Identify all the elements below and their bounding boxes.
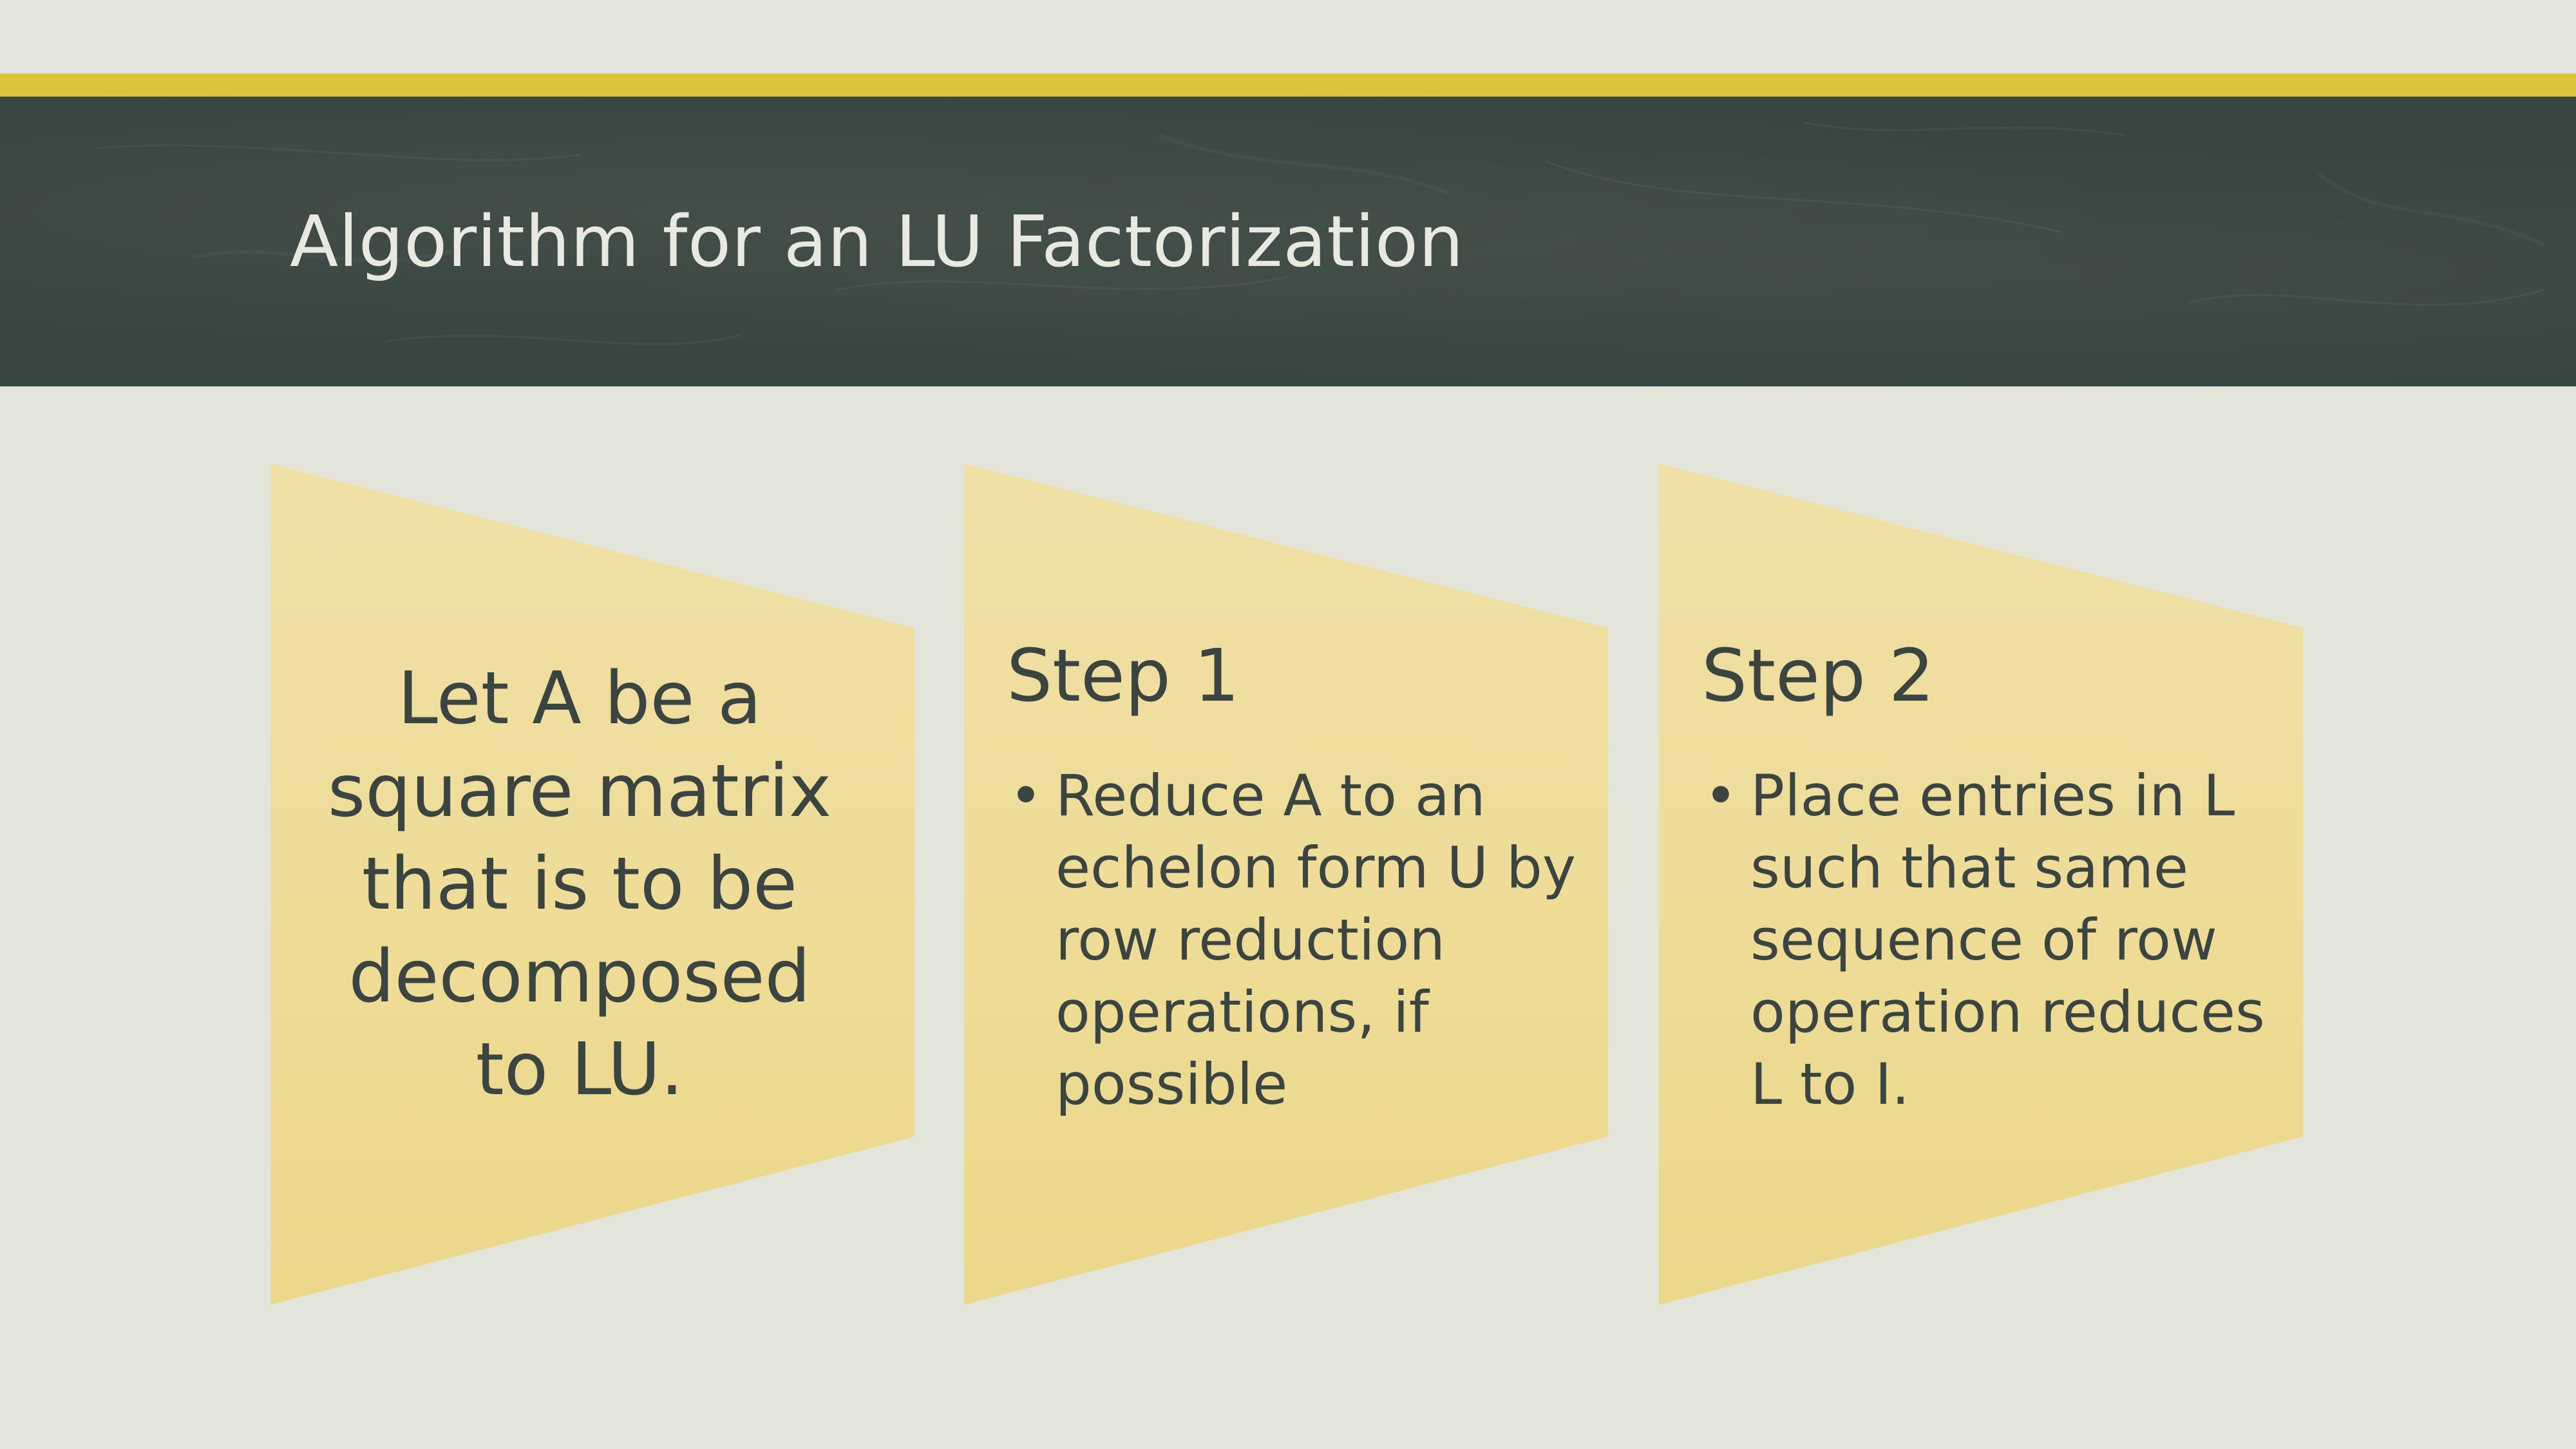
bullet-dot-icon: •	[1009, 762, 1043, 829]
list-item	[1007, 760, 1586, 1121]
step-2-heading: Step 2	[1701, 634, 1935, 718]
panel-step-2	[1659, 464, 2303, 1305]
list-item	[1701, 760, 2281, 1121]
bullet-text: Reduce A to an echelon form U by row reduction operations, if possible	[1056, 762, 1576, 1117]
slide-title: Algorithm for an LU Factorization	[290, 200, 1464, 283]
step-1-bullets	[1007, 760, 1586, 1121]
panel-intro	[270, 464, 914, 1305]
bullet-text: Place entries in L such that same sequence of row operation reduces L to I.	[1750, 762, 2265, 1117]
accent-bar	[0, 73, 2576, 97]
bullet-dot-icon: •	[1704, 762, 1738, 829]
intro-text: Let A be a square matrix that is to be decomposed to LU.	[327, 657, 832, 1112]
step-1-content	[1007, 631, 1586, 1121]
step-2-content	[1701, 631, 2281, 1121]
step-2-bullets	[1701, 760, 2281, 1121]
step-1-heading: Step 1	[1007, 634, 1240, 718]
panel-step-1	[964, 464, 1608, 1305]
